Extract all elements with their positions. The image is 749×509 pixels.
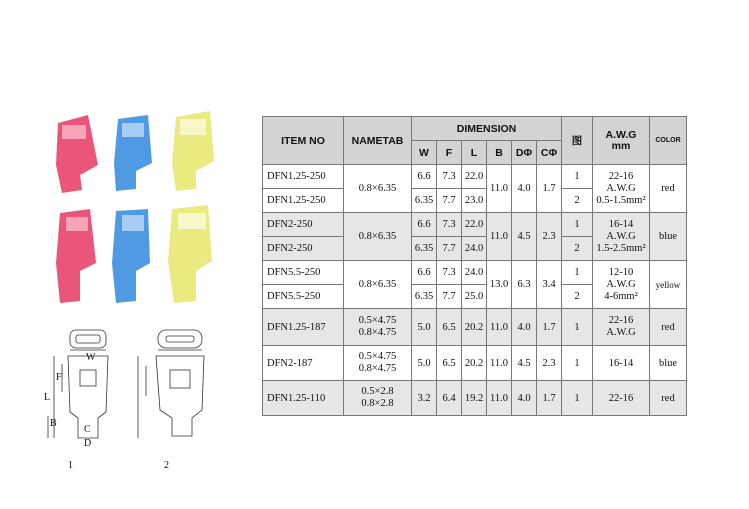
nametab-line-2: 0.8×4.75 <box>358 327 397 338</box>
f-cell: 7.7 <box>437 285 462 309</box>
header-w: W <box>412 141 437 165</box>
awg-mm2: 4-6mm² <box>604 290 638 302</box>
l-cell: 20.2 <box>462 346 487 381</box>
f-cell: 7.7 <box>437 237 462 261</box>
awg-label: A.W.G <box>606 278 636 290</box>
w-cell: 6.6 <box>412 165 437 189</box>
item-cell: DFN2-187 <box>263 346 344 381</box>
c-cell: 3.4 <box>537 261 562 309</box>
dim-w-label: W <box>86 352 96 363</box>
table-row <box>263 309 687 346</box>
f-cell: 6.5 <box>437 309 462 346</box>
header-color: COLOR <box>650 117 687 165</box>
c-cell: 1.7 <box>537 381 562 416</box>
nametab-line-1: 0.5×2.8 <box>361 386 394 397</box>
fig-cell: 2 <box>562 189 593 213</box>
fig-cell: 1 <box>562 261 593 285</box>
terminal-photo-red-1 <box>56 115 98 193</box>
terminal-photos <box>40 105 230 310</box>
awg-cell <box>593 309 650 346</box>
nametab-cell: 0.8×6.35 <box>344 165 412 213</box>
dim-f-label: F <box>56 372 62 383</box>
header-nametab: NAMETAB <box>344 117 412 165</box>
c-cell: 2.3 <box>537 346 562 381</box>
b-cell: 13.0 <box>487 261 512 309</box>
b-cell: 11.0 <box>487 165 512 213</box>
f-cell: 6.4 <box>437 381 462 416</box>
dim-c-label: C <box>84 424 91 435</box>
header-d: DΦ <box>512 141 537 165</box>
l-cell: 25.0 <box>462 285 487 309</box>
f-cell: 7.3 <box>437 213 462 237</box>
awg-cell <box>593 213 650 261</box>
table-row <box>263 381 687 416</box>
header-b: B <box>487 141 512 165</box>
item-cell: DFN2-250 <box>263 213 344 237</box>
nametab-line-2: 0.8×4.75 <box>358 363 397 374</box>
c-cell: 2.3 <box>537 213 562 261</box>
awg-cell <box>593 165 650 213</box>
f-cell: 6.5 <box>437 346 462 381</box>
color-cell: red <box>650 165 687 213</box>
nametab-cell: 0.8×6.35 <box>344 213 412 261</box>
f-cell: 7.3 <box>437 165 462 189</box>
item-cell: DFN1.25-250 <box>263 189 344 213</box>
f-cell: 7.7 <box>437 189 462 213</box>
w-cell: 6.35 <box>412 189 437 213</box>
table-row <box>263 346 687 381</box>
w-cell: 6.35 <box>412 285 437 309</box>
dim-l-label: L <box>44 392 51 403</box>
terminal-photo-yellow-1 <box>172 111 214 191</box>
b-cell: 11.0 <box>487 381 512 416</box>
d-cell: 4.5 <box>512 213 537 261</box>
l-cell: 19.2 <box>462 381 487 416</box>
d-cell: 6.3 <box>512 261 537 309</box>
b-cell: 11.0 <box>487 213 512 261</box>
nametab-cell <box>344 381 412 416</box>
terminal-drawings <box>40 326 210 476</box>
figure-2-label: 2 <box>164 460 169 471</box>
figure-1-label: 1 <box>68 460 73 471</box>
fig-cell: 2 <box>562 285 593 309</box>
l-cell: 22.0 <box>462 213 487 237</box>
terminal-photo-blue-1 <box>114 115 152 191</box>
nametab-line-1: 0.5×4.75 <box>358 315 397 326</box>
header-awg-label: A.W.G <box>605 128 637 141</box>
item-cell: DFN1.25-250 <box>263 165 344 189</box>
header-awg <box>593 117 650 165</box>
l-cell: 23.0 <box>462 189 487 213</box>
nametab-cell <box>344 346 412 381</box>
dim-b-label: B <box>50 418 57 429</box>
item-cell: DFN1.25-187 <box>263 309 344 346</box>
color-cell: blue <box>650 346 687 381</box>
w-cell: 5.0 <box>412 346 437 381</box>
c-cell: 1.7 <box>537 165 562 213</box>
awg-cell: 16-14 <box>593 346 650 381</box>
awg-cell: 22-16 <box>593 381 650 416</box>
awg-value: 22-16 <box>608 170 634 182</box>
terminal-photo-red-2 <box>56 209 96 303</box>
header-l: L <box>462 141 487 165</box>
fig-cell: 1 <box>562 165 593 189</box>
d-cell: 4.0 <box>512 381 537 416</box>
color-cell: red <box>650 309 687 346</box>
awg-mm2: 1.5-2.5mm² <box>596 242 646 254</box>
awg-value: 22-16 <box>608 315 634 326</box>
color-cell: red <box>650 381 687 416</box>
dim-d-label: D <box>84 438 92 449</box>
b-cell: 11.0 <box>487 309 512 346</box>
d-cell: 4.0 <box>512 309 537 346</box>
b-cell: 11.0 <box>487 346 512 381</box>
terminal-photo-grid <box>40 105 230 310</box>
w-cell: 6.6 <box>412 213 437 237</box>
terminal-photo-blue-2 <box>112 209 150 303</box>
header-item-no: ITEM NO <box>263 117 344 165</box>
awg-label: A.W.G <box>606 182 636 194</box>
l-cell: 24.0 <box>462 261 487 285</box>
item-cell: DFN5.5-250 <box>263 261 344 285</box>
fig-cell: 1 <box>562 309 593 346</box>
item-cell: DFN5.5-250 <box>263 285 344 309</box>
awg-label: A.W.G <box>606 327 636 338</box>
color-cell: blue <box>650 213 687 261</box>
table-row <box>263 213 687 237</box>
awg-mm2: 0.5-1.5mm² <box>596 194 646 206</box>
fig-cell: 1 <box>562 381 593 416</box>
l-cell: 22.0 <box>462 165 487 189</box>
w-cell: 6.6 <box>412 261 437 285</box>
fig-cell: 1 <box>562 213 593 237</box>
item-cell: DFN1.25-110 <box>263 381 344 416</box>
spec-table <box>262 116 687 416</box>
header-fig: 图 <box>562 117 593 165</box>
d-cell: 4.5 <box>512 346 537 381</box>
header-awg-unit: mm <box>611 139 631 152</box>
header-f: F <box>437 141 462 165</box>
terminal-photo-yellow-2 <box>168 205 212 303</box>
d-cell: 4.0 <box>512 165 537 213</box>
awg-value: 16-14 <box>608 218 634 230</box>
w-cell: 5.0 <box>412 309 437 346</box>
table-row <box>263 261 687 285</box>
fig-cell: 1 <box>562 346 593 381</box>
nametab-cell: 0.8×6.35 <box>344 261 412 309</box>
awg-cell <box>593 261 650 309</box>
l-cell: 24.0 <box>462 237 487 261</box>
fig-cell: 2 <box>562 237 593 261</box>
awg-label: A.W.G <box>606 230 636 242</box>
f-cell: 7.3 <box>437 261 462 285</box>
nametab-cell <box>344 309 412 346</box>
w-cell: 3.2 <box>412 381 437 416</box>
w-cell: 6.35 <box>412 237 437 261</box>
color-cell: yellow <box>650 261 687 309</box>
dimension-drawing <box>40 326 210 476</box>
header-c: CΦ <box>537 141 562 165</box>
l-cell: 20.2 <box>462 309 487 346</box>
header-dimension: DIMENSION <box>412 117 562 141</box>
item-cell: DFN2-250 <box>263 237 344 261</box>
nametab-line-2: 0.8×2.8 <box>361 398 394 409</box>
table-row <box>263 165 687 189</box>
c-cell: 1.7 <box>537 309 562 346</box>
awg-value: 12-10 <box>608 266 634 278</box>
nametab-line-1: 0.5×4.75 <box>358 351 397 362</box>
